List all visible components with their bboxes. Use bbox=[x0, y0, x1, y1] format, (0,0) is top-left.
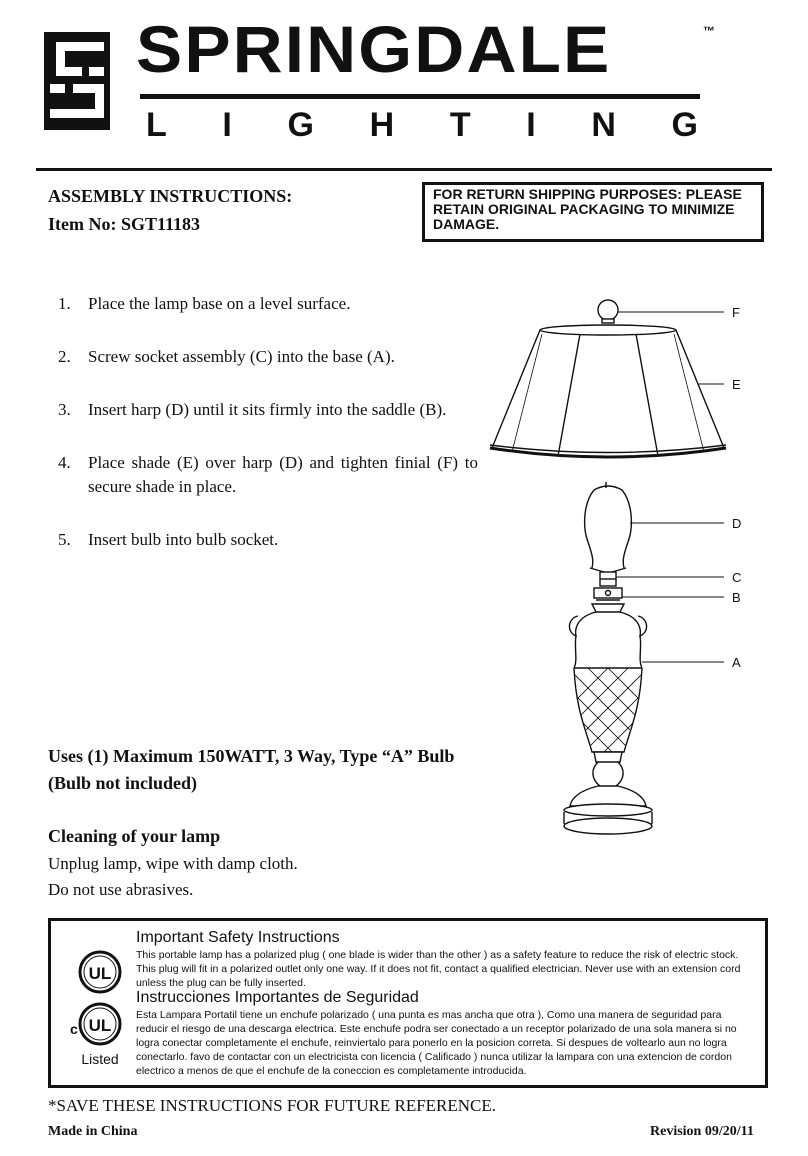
shade-part bbox=[490, 325, 726, 457]
brand-letter: N bbox=[591, 106, 616, 144]
safety-title-english: Important Safety Instructions bbox=[136, 929, 340, 946]
cleaning-instruction: Unplug lamp, wipe with damp cloth. bbox=[48, 854, 298, 873]
brand-letter: G bbox=[287, 106, 314, 144]
header-divider bbox=[36, 168, 772, 171]
step-number: 2. bbox=[58, 347, 71, 366]
canada-mark: c bbox=[70, 1021, 78, 1037]
assembly-title: ASSEMBLY INSTRUCTIONS: bbox=[48, 186, 293, 206]
label-f: F bbox=[732, 305, 740, 320]
cleaning-title: Cleaning of your lamp bbox=[48, 826, 221, 846]
step-text: Insert bulb into bulb socket. bbox=[88, 530, 279, 549]
harp-part bbox=[585, 482, 632, 572]
brand-letter: T bbox=[449, 106, 471, 144]
lamp-exploded-diagram bbox=[470, 290, 770, 850]
saddle-part bbox=[594, 588, 622, 600]
step-text: Place shade (E) over harp (D) and tighten finial (F) to secure shade in place. bbox=[88, 453, 478, 496]
ul-mark-text: UL bbox=[88, 964, 112, 983]
finial-part bbox=[598, 300, 618, 323]
assembly-steps bbox=[58, 292, 478, 581]
step-text: Screw socket assembly (C) into the base (A). bbox=[88, 347, 395, 366]
cleaning-warning: Do not use abrasives. bbox=[48, 880, 194, 899]
bulb-usage: Uses (1) Maximum 150WATT, 3 Way, Type “A” Bulb bbox=[48, 746, 455, 766]
step-number: 5. bbox=[58, 530, 71, 549]
step-text: Place the lamp base on a level surface. bbox=[88, 294, 351, 313]
step-item bbox=[58, 528, 478, 552]
socket-part bbox=[600, 572, 616, 586]
item-number: Item No: SGT11183 bbox=[48, 214, 201, 234]
step-item bbox=[58, 292, 478, 316]
save-instructions-note: *SAVE THESE INSTRUCTIONS FOR FUTURE REFERENCE. bbox=[48, 1096, 497, 1115]
revision-date: Revision 09/20/11 bbox=[650, 1124, 754, 1139]
lamp-base-part bbox=[530, 604, 686, 834]
step-number: 3. bbox=[58, 400, 71, 419]
brand-subtitle bbox=[146, 108, 698, 142]
made-in-label: Made in China bbox=[48, 1124, 138, 1139]
brand-letter: I bbox=[222, 106, 232, 144]
label-c: C bbox=[732, 570, 742, 585]
label-e: E bbox=[732, 377, 741, 392]
cul-mark-icon bbox=[70, 1004, 120, 1044]
safety-title-spanish: Instrucciones Importantes de Seguridad bbox=[136, 989, 419, 1006]
ul-listed-logos bbox=[62, 940, 134, 1070]
label-b: B bbox=[732, 590, 741, 605]
step-item bbox=[58, 398, 478, 422]
safety-body-spanish: Esta Lampara Portatil tiene un enchufe polarizado ( una punta es mas ancha que otra ), Como una manera de seguridad para reducir el riesgo de una descarga electrica. Este enchufe podra ser conectado a un receptor polarizado de una sola manera si no logra conectar completamente el enchufe, reinviertalo para ponerlo en la posicion correta. Si despues de voltearlo aun no logra conectarlo. favo de contactar con un electricista con licencia ( Calificado ) nunca utilizar la lampara con una extencion de cordon electrico a menos de que el enchufe de la coneccion es completamente introducida. bbox=[136, 1009, 737, 1077]
trademark-symbol: ™ bbox=[703, 24, 715, 38]
step-item bbox=[58, 345, 478, 369]
label-d: D bbox=[732, 516, 742, 531]
brand-letter: I bbox=[526, 106, 536, 144]
step-number: 4. bbox=[58, 453, 71, 472]
leader-lines bbox=[616, 312, 724, 662]
step-number: 1. bbox=[58, 294, 71, 313]
step-text: Insert harp (D) until it sits firmly into the saddle (B). bbox=[88, 400, 447, 419]
brand-letter: G bbox=[671, 106, 698, 144]
brand-name: SPRINGDALE bbox=[136, 12, 612, 86]
brand-letter: H bbox=[369, 106, 395, 144]
bulb-not-included: (Bulb not included) bbox=[48, 773, 198, 793]
step-item bbox=[58, 451, 478, 499]
cul-mark-text: UL bbox=[88, 1016, 112, 1035]
listed-label: Listed bbox=[81, 1051, 119, 1067]
brand-divider bbox=[140, 94, 700, 99]
label-a: A bbox=[732, 655, 741, 670]
ul-mark-icon bbox=[80, 952, 120, 992]
shipping-notice: FOR RETURN SHIPPING PURPOSES: PLEASE RETAIN ORIGINAL PACKAGING TO MINIMIZE DAMAGE. bbox=[422, 182, 764, 242]
springdale-logo-icon bbox=[44, 32, 110, 130]
safety-body-english: This portable lamp has a polarized plug ( one blade is wider than the other ) as a safety feature to reduce the risk of electric stock. This plug will fit in a polarized outlet only one way. If it does not fit, contact a qualified electrician. Never use with an extension cord unless the plug can be fully inserted. bbox=[136, 949, 741, 989]
brand-letter: L bbox=[146, 106, 167, 144]
